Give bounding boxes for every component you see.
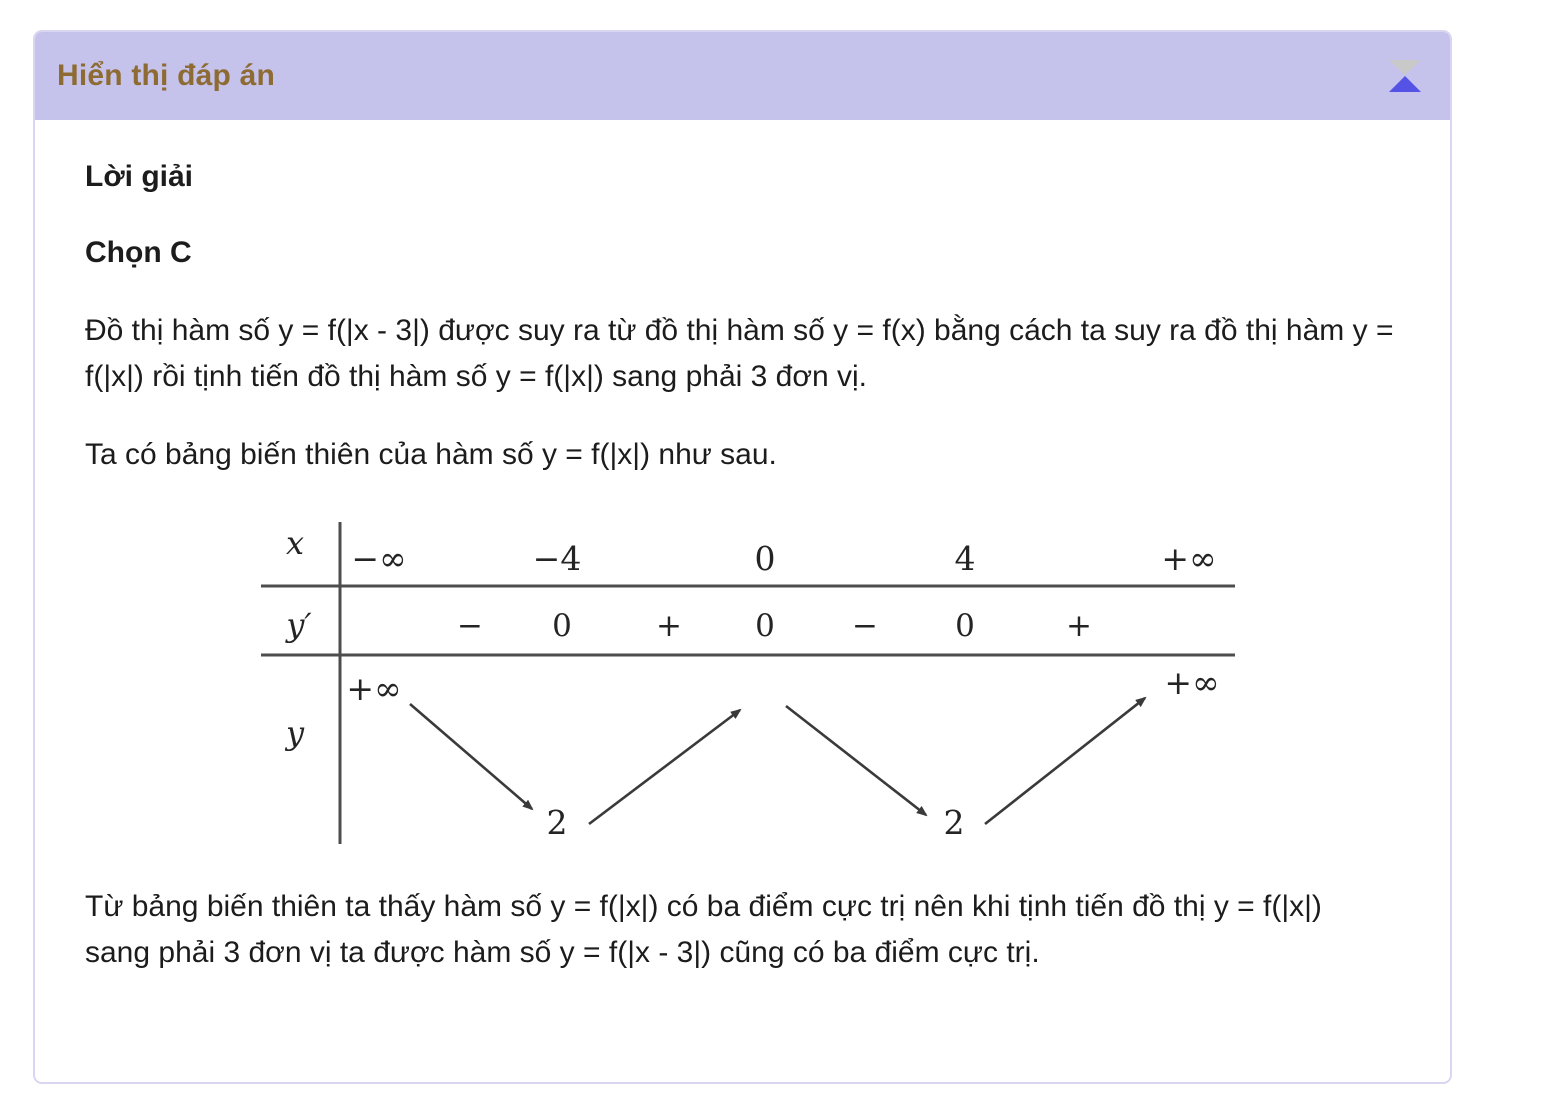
y-value-right-limit: +∞ [1164,663,1220,702]
y-value-min-1: 2 [546,803,568,842]
row-label-x: x [285,524,305,562]
collapse-icon-bottom-triangle [1389,76,1421,92]
y-prime-sign-1: − [457,608,483,644]
x-value-neg-inf: −∞ [351,539,407,578]
collapse-icon[interactable] [1386,58,1424,94]
variation-table [257,514,1257,850]
arrow-decreasing-2 [786,706,926,815]
variation-table-svg [257,514,1257,850]
arrow-increasing-2 [985,698,1145,824]
x-value-0: 0 [754,539,776,578]
solution-body [35,120,1450,1048]
answer-panel-header[interactable] [35,32,1450,120]
row-label-y-prime: y′ [286,606,312,644]
collapse-icon-top-triangle [1389,60,1421,75]
x-value-neg-4: −4 [532,539,582,578]
answer-panel [33,30,1452,1084]
answer-choice: Chọn C [85,236,192,269]
y-prime-sign-7: + [1066,608,1092,644]
arrow-decreasing-1 [410,704,532,809]
y-value-min-2: 2 [943,803,965,842]
y-prime-sign-4: 0 [755,608,775,644]
y-prime-sign-6: 0 [955,608,975,644]
y-prime-sign-2: 0 [552,608,572,644]
solution-paragraph-1: Đồ thị hàm số y = f(|x - 3|) được suy ra từ đồ thị hàm số y = f(x) bằng cách ta suy ra đồ thị hàm y = f(|x|) rồi tịnh tiến đồ thị hàm số y = f(|x|) sang phải 3 đơn vị. [85,314,1394,393]
row-label-y: y [285,714,305,752]
solution-paragraph-3: Từ bảng biến thiên ta thấy hàm số y = f(|x|) có ba điểm cực trị nên khi tịnh tiến đồ thị y = f(|x|) sang phải 3 đơn vị ta được hàm số y = f(|x - 3|) cũng có ba điểm cực trị. [85,890,1322,969]
panel-title: Hiển thị đáp án [57,59,276,92]
x-value-pos-inf: +∞ [1161,539,1217,578]
y-prime-sign-5: − [852,608,878,644]
solution-paragraph-2: Ta có bảng biến thiên của hàm số y = f(|x|) như sau. [85,438,777,471]
solution-heading: Lời giải [85,160,194,193]
y-value-left-limit: +∞ [346,669,402,708]
x-value-4: 4 [954,539,976,578]
arrow-increasing-1 [589,710,740,824]
y-prime-sign-3: + [656,608,682,644]
